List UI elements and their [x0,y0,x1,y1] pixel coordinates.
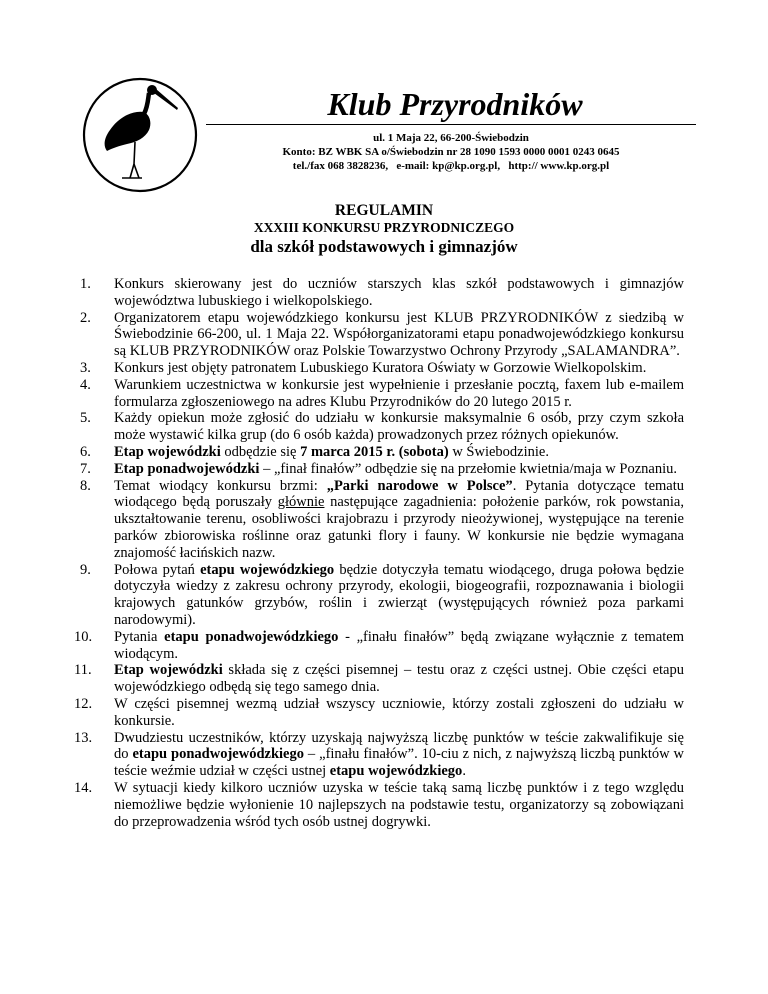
rule-text: następujące zagadnienia: położenie parków, rok powstania, ukształtowanie terenu, osobliwości krajobrazu i przyrody nieożywionej, występujące na terenie parków zbiorowiska roślinne oraz gatunki flory i fauny. W konkursie nie będzie wymagana znajomość łacińskich nazw. [114,494,684,561]
org-address: ul. 1 Maja 22, 66-200-Świebodzin [373,132,529,144]
rule-number: 1. [80,276,91,292]
rule-number: 8. [80,477,91,494]
rule-number: 4. [80,376,91,393]
rule-text: w Świebodzinie. [448,443,549,460]
rule-item [74,779,684,830]
rule-text: będzie dotyczyła tematu wiodącego, druga połowa będzie dotyczyła wiedzy z zakresu ochrony przyrody, ekologii, biogeografii, rozpoznawania i biologii krajowych gatunków grzybów, roślin i zwierząt (występujących również poza parkami narodowymi). [114,561,684,628]
rule-text-bold: etapu ponadwojewódzkiego [164,628,339,645]
rule-item [74,695,684,730]
rule-number: 3. [80,359,91,376]
rule-text: Połowa pytań [114,561,201,578]
rules-list [74,276,685,830]
rule-text-bold: etapu ponadwojewódzkiego [132,746,304,763]
rule-item [74,628,685,663]
rule-number: 10. [74,628,93,645]
rule-item [80,410,684,444]
stork-icon [82,72,198,198]
rule-text: Temat wiodący konkursu brzmi: [114,477,327,494]
rule-item [80,276,684,310]
rule-text-bold: Etap wojewódzki [114,662,223,679]
org-bank-account: Konto: BZ WBK SA o/Świebodzin nr 28 1090 1593 0000 0001 0243 0645 [282,146,620,158]
org-contact: tel./fax 068 3828236, e-mail: kp@kp.org.pl, http:// www.kp.org.pl [292,160,610,172]
rule-item [80,360,684,377]
rule-number: 14. [74,779,93,796]
rule-item [80,377,684,411]
rule-text: odbędzie się [220,443,301,460]
rule-text: . Pytania dotyczące tematu wiodącego będą poruszały [114,477,684,511]
rule-text-underlined: głównie [277,494,325,511]
rule-item [80,310,684,360]
rule-text: W części pisemnej wezmą udział wszyscy uczniowie, którzy zostali zgłoszeni do udziału w konkursie. [114,695,684,729]
rule-number: 7. [80,460,91,477]
rule-text: W sytuacji kiedy kilkoro uczniów uzyska w teście taką samą liczbę punktów i z tego względu niemożliwe będzie wyłonienie 10 najlepszych na podstawie testu, organizatorzy są zobowiązani do przeprowadzenia wśród tych osób ustnej dogrywki. [114,779,684,830]
rule-item [74,662,684,696]
rule-number: 11. [74,662,92,679]
rule-text: - „finału finałów” będą związane wyłącznie z tematem wiodącym. [114,628,685,662]
rule-number: 2. [80,309,91,326]
rule-text-bold: etapu wojewódzkiego [329,763,463,780]
rule-item [80,461,684,478]
rule-text: Konkurs skierowany jest do uczniów starszych klas szkół podstawowych i gimnazjów województwa lubuskiego i wielkopolskiego. [114,276,684,309]
rule-text: Każdy opiekun może zgłosić do udziału w konkursie maksymalnie 6 osób, przy czym szkoła może wystawić kilka grup (do 6 osób każda) prowadzonych przez różnych opiekunów. [114,410,684,444]
rule-number: 13. [74,729,93,746]
rule-item [80,444,684,461]
rule-text-bold: etapu wojewódzkiego [200,561,335,578]
rule-text: Konkurs jest objęty patronatem Lubuskiego Kuratora Oświaty w Gorzowie Wielkopolskim. [114,359,647,376]
rule-number: 12. [74,695,93,712]
rule-text-bold: Etap ponadwojewódzki [114,460,260,477]
rule-text: Dwudziestu uczestników, którzy uzyskają najwyższą liczbę punktów w teście zakwalifikuje się do [114,729,684,763]
rule-text-bold: „Parki narodowe w Polsce” [326,477,513,494]
rule-text: Warunkiem uczestnictwa w konkursie jest wypełnienie i przesłanie pocztą, faxem lub e-mailem formularza zgłoszeniowego na adres Klubu Przyrodników do 20 lutego 2015 r. [114,376,684,410]
document-subtitle: XXXIII KONKURSU PRZYRODNICZEGO [253,220,515,235]
rule-text: składa się z części pisemnej – testu oraz z części ustnej. Obie części etapu wojewódzkiego odbędą się tego samego dnia. [114,662,684,696]
document-subtitle-audience: dla szkół podstawowych i gimnazjów [250,237,518,256]
rule-number: 9. [80,561,91,578]
rule-text: Pytania [114,628,165,645]
rule-item [74,729,685,780]
rule-text: . [462,763,466,780]
rule-number: 6. [80,443,91,460]
rule-text: – „finał finałów” odbędzie się na przełomie kwietnia/maja w Poznaniu. [259,460,677,477]
rule-item [80,562,684,629]
rule-text-bold: Etap wojewódzki [114,443,221,460]
rule-number: 5. [80,410,91,427]
org-contact-block [206,131,696,173]
org-name: Klub Przyrodników [327,86,583,122]
rule-item [80,478,684,562]
rule-text-bold: 7 marca 2015 r. (sobota) [300,443,449,460]
rule-text: Organizatorem etapu wojewódzkiego konkursu jest KLUB PRZYRODNIKÓW z siedzibą w Świebodzinie 66-200, ul. 1 Maja 22. Współorganizatorami etapu ponadwojewódzkiego konkursu są KLUB PRZYRODNIKÓW oraz Polskie Towarzystwo Ochrony Przyrody „SALAMANDRA”. [114,309,684,360]
header-divider [206,124,696,125]
document-title: REGULAMIN [334,202,434,219]
stork-logo [82,72,198,198]
rule-text: – „finału finałów”. 10-ciu z nich, z najwyższą liczbą punktów w teście weźmie udział w części ustnej [114,746,685,780]
